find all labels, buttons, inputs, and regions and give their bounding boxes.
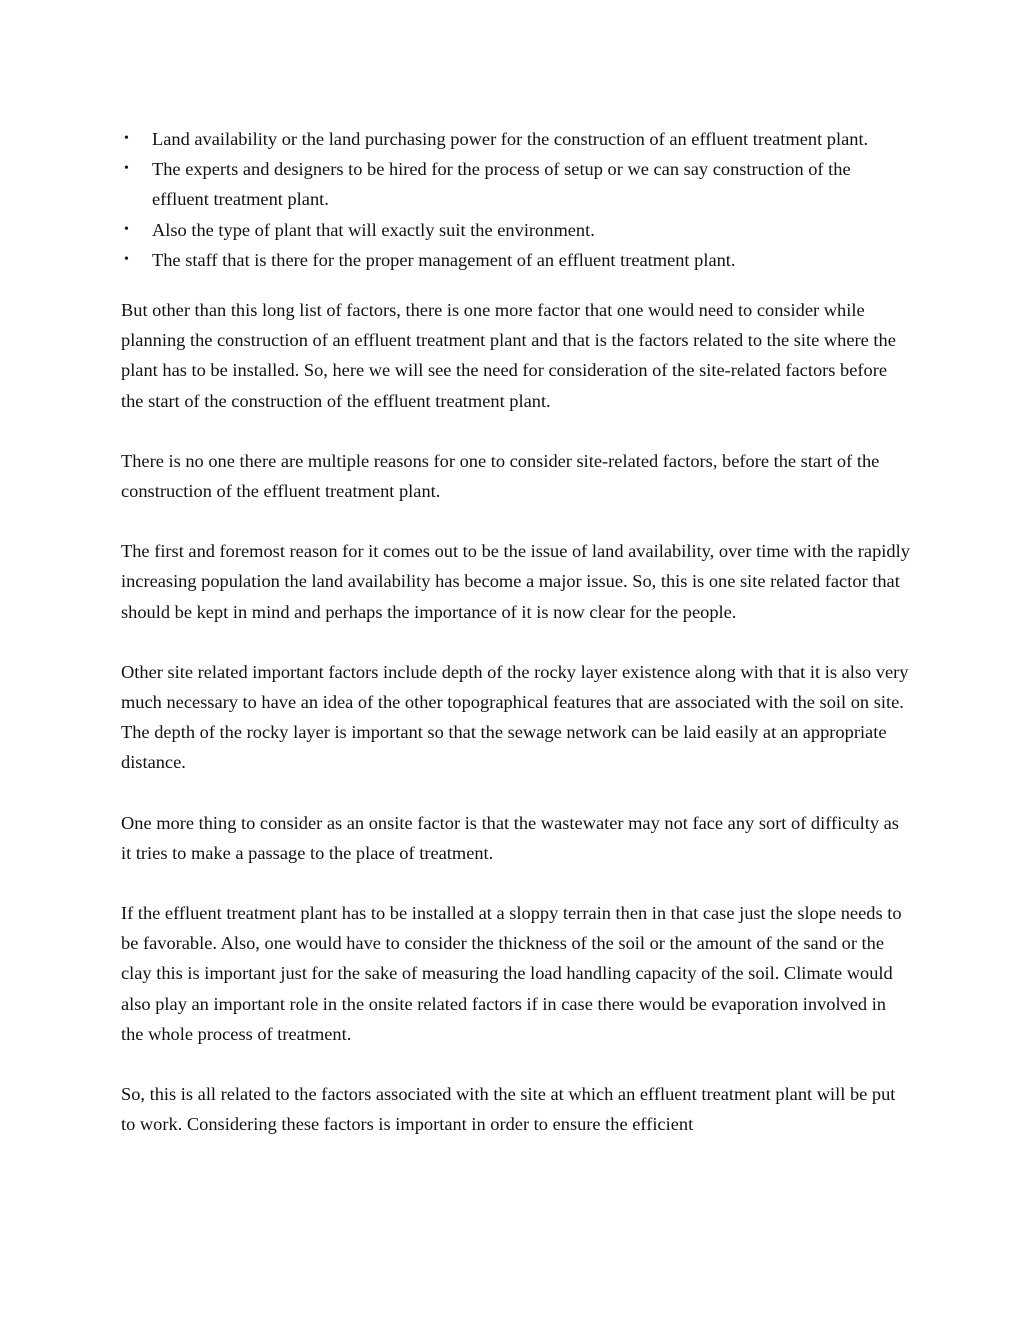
paragraph: The first and foremost reason for it comes out to be the issue of land availability, over time with the rapidly increasing population the land availability has become a major issue. So, this is one site related factor that should be kept in mind and perhaps the importance of it is now clear for the people. <box>121 541 910 622</box>
bullet-icon: • <box>124 221 129 237</box>
bullet-icon: • <box>124 251 129 267</box>
bullet-item <box>121 245 911 275</box>
paragraph: But other than this long list of factors, there is one more factor that one would need to consider while planning the construction of an effluent treatment plant and that is the factors related to the site where the plant has to be installed. So, here we will see the need for consideration of the site-related factors before the start of the construction of the effluent treatment plant. <box>121 300 896 411</box>
paragraph: There is no one there are multiple reasons for one to consider site-related factors, before the start of the construction of the effluent treatment plant. <box>121 450 880 502</box>
bullet-text: Also the type of plant that will exactly suit the environment. <box>152 219 595 240</box>
bullet-item <box>121 154 911 214</box>
paragraph: So, this is all related to the factors associated with the site at which an effluent treatment plant will be put to work. Considering these factors is important in order to ensure the efficient <box>121 1084 896 1135</box>
paragraph: If the effluent treatment plant has to be installed at a sloppy terrain then in that case just the slope needs to be favorable. Also, one would have to consider the thickness of the soil or the amount of the sand or the clay this is important just for the sake of measuring the load handling capacity of the soil. Climate would also play an important role in the onsite related factors if in case there would be evaporation involved in the whole process of treatment. <box>121 903 902 1044</box>
bullet-item <box>121 124 911 154</box>
bullet-text: The staff that is there for the proper management of an effluent treatment plant. <box>152 249 736 270</box>
paragraph: Other site related important factors include depth of the rocky layer existence along with that it is also very much necessary to have an idea of the other topographical features that are associated with the soil on site. The depth of the rocky layer is important so that the sewage network can be laid easily at an appropriate distance. <box>121 661 909 773</box>
bullet-text: The experts and designers to be hired for the process of setup or we can say construction of the effluent treatment plant. <box>152 159 851 210</box>
bullet-icon: • <box>124 161 129 177</box>
bullet-text: Land availability or the land purchasing power for the construction of an effluent treatment plant. <box>152 129 869 149</box>
paragraph: One more thing to consider as an onsite factor is that the wastewater may not face any sort of difficulty as it tries to make a passage to the place of treatment. <box>121 812 899 863</box>
bullet-item <box>121 215 911 245</box>
factor-bullet-list <box>121 124 911 275</box>
bullet-icon: • <box>124 131 129 146</box>
document-body <box>121 124 911 1169</box>
